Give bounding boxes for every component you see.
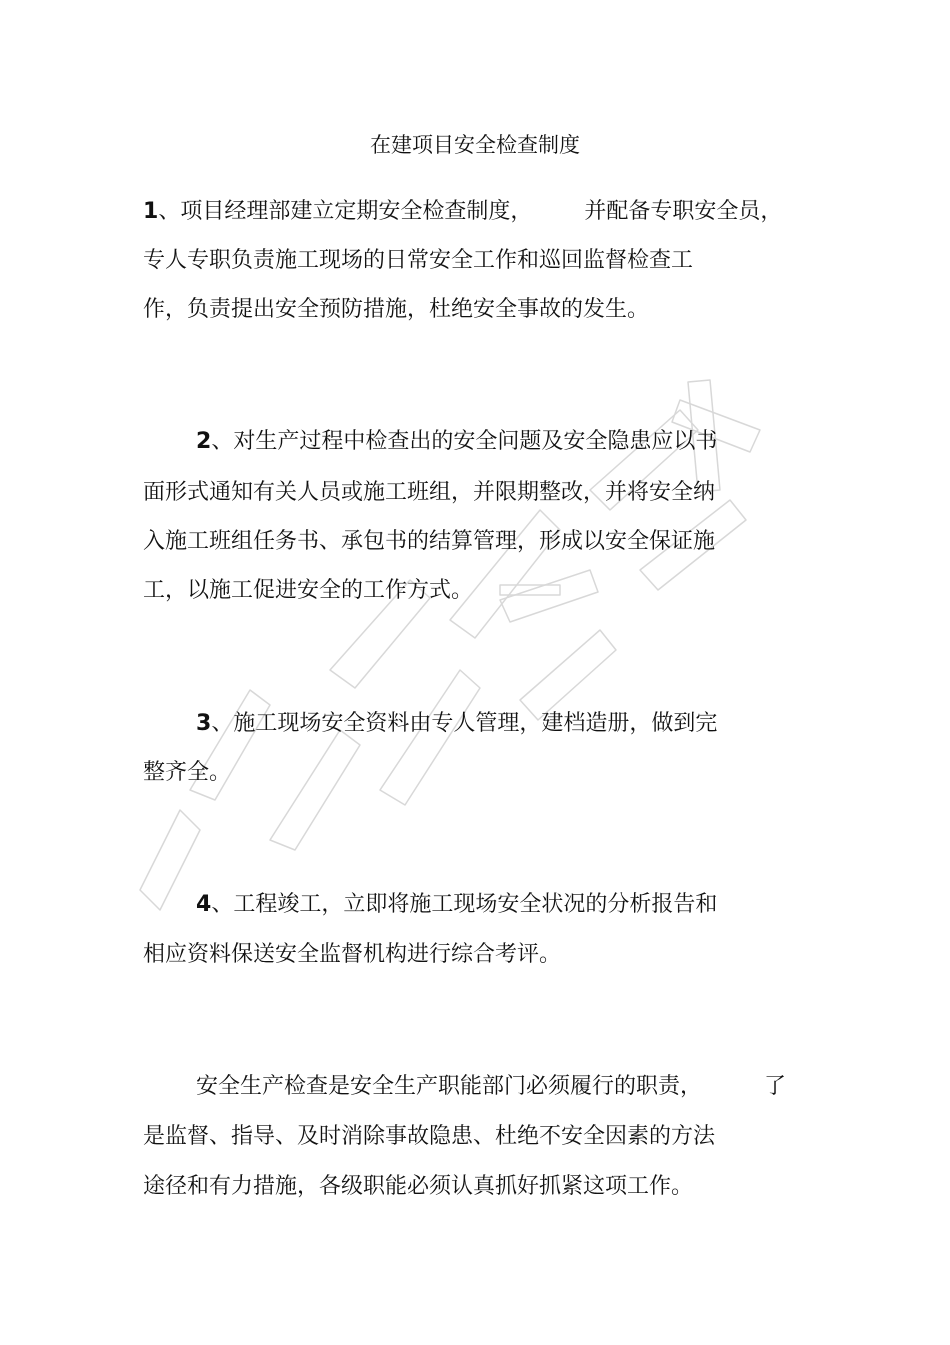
item-4-text-1: 、工程竣工，立即将施工现场安全状况的分析报告和 bbox=[211, 892, 718, 917]
closing-text-b: 了 bbox=[764, 1074, 787, 1099]
item-3-line-2: 整齐全。 bbox=[143, 760, 232, 785]
item-2-text-1: 、对生产过程中检查出的安全问题及安全隐患应以书 bbox=[211, 429, 718, 454]
item-3-number: 3 bbox=[196, 711, 212, 736]
item-2-number: 2 bbox=[196, 429, 212, 454]
item-2-line-3: 入施工班组任务书、承包书的结算管理，形成以安全保证施 bbox=[143, 529, 716, 554]
item-3-text-1: 、施工现场安全资料由专人管理，建档造册，做到完 bbox=[211, 711, 718, 736]
item-4-number: 4 bbox=[196, 892, 212, 917]
document-title: 在建项目安全检查制度 bbox=[370, 133, 580, 157]
item-3-line-1 bbox=[196, 709, 717, 739]
closing-line-1 bbox=[196, 1072, 786, 1102]
item-1-text-a: 、项目经理部建立定期安全检查制度， bbox=[158, 199, 533, 224]
item-2-line-1 bbox=[196, 427, 717, 457]
closing-line-3: 途径和有力措施，各级职能必须认真抓好抓紧这项工作。 bbox=[143, 1174, 694, 1199]
item-2-line-4: 工，以施工促进安全的工作方式。 bbox=[143, 578, 474, 603]
item-1-text-b: 并配备专职安全员， bbox=[584, 199, 783, 224]
item-2-line-2: 面形式通知有关人员或施工班组，并限期整改，并将安全纳 bbox=[143, 480, 716, 505]
closing-text-a: 安全生产检查是安全生产职能部门必须履行的职责， bbox=[196, 1074, 703, 1099]
closing-line-2: 是监督、指导、及时消除事故隐患、杜绝不安全因素的方法 bbox=[143, 1124, 716, 1149]
item-4-line-1 bbox=[196, 890, 717, 920]
item-1-line-1 bbox=[143, 197, 782, 227]
item-1-number: 1 bbox=[143, 199, 159, 224]
item-4-line-2: 相应资料保送安全监督机构进行综合考评。 bbox=[143, 942, 562, 967]
item-1-line-2: 专人专职负责施工现场的日常安全工作和巡回监督检查工 bbox=[143, 248, 694, 273]
item-1-line-3: 作，负责提出安全预防措施，杜绝安全事故的发生。 bbox=[143, 297, 650, 322]
